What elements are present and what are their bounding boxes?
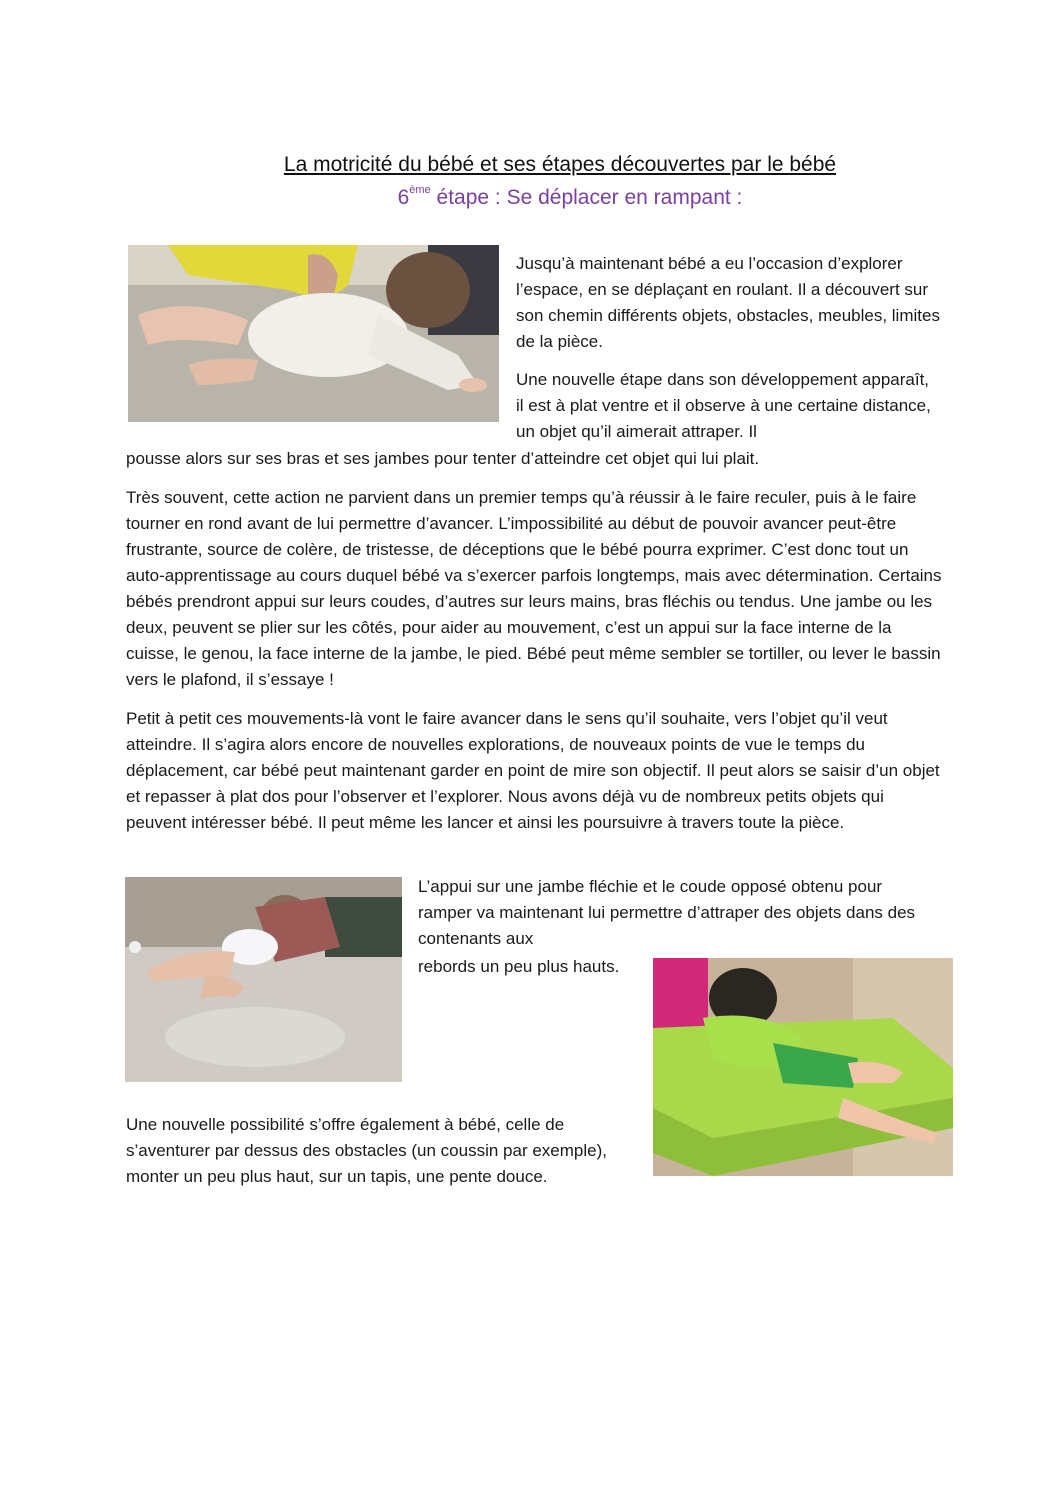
subtitle-text: étape : Se déplacer en rampant : bbox=[430, 186, 743, 209]
paragraph-intro: Jusqu’à maintenant bébé a eu l’occasion d’explorer l’espace, en se déplaçant en roulant. Il a découvert sur son chemin différents objets, obstacles, meubles, limites de la pièce. bbox=[516, 254, 940, 351]
paragraph-obstacles: Une nouvelle possibilité s’offre également à bébé, celle de s’aventurer par dessus des obstacles (un coussin par exemple), monter un peu plus haut, sur un tapis, une pente douce. bbox=[126, 1115, 607, 1186]
subtitle-superscript: ème bbox=[409, 184, 431, 196]
paragraph-new-stage: Une nouvelle étape dans son développement apparaît, il est à plat ventre et il observe à une certaine distance, un objet qu’il aimerait attraper. Il bbox=[516, 370, 931, 441]
photo-baby-crawling-floor-image bbox=[128, 245, 499, 422]
document-title: La motricité du bébé et ses étapes découvertes par le bébé bbox=[283, 153, 837, 176]
photo-baby-crawling-floor bbox=[128, 245, 499, 422]
paragraph-learning: Très souvent, cette action ne parvient dans un premier temps qu’à réussir à le faire reculer, puis à le faire tourner en rond avant de lui permettre d’avancer. L’impossibilité au début de pouvoir avancer peut-être frustrante, source de colère, de tristesse, de déceptions que le bébé pourra exprimer. C’est donc tout un auto-apprentissage au cours duquel bébé va s’exercer parfois longtemps, mais avec détermination. Certains bébés prendront appui sur leurs coudes, d’autres sur leurs mains, bras fléchis ou tendus. Une jambe ou les deux, peuvent se plier sur les côtés, pour aider au mouvement, c’est un appui sur la face interne de la cuisse, le genou, la face interne de la jambe, le pied. Bébé peut même sembler se tortiller, ou lever le bassin vers le plafond, il s’essaye ! bbox=[126, 488, 942, 689]
paragraph-bent-leg: L’appui sur une jambe fléchie et le coude opposé obtenu pour ramper va maintenant lui permettre d’attraper des objets dans des contenants aux bbox=[418, 877, 916, 948]
photo-baby-green-mat bbox=[653, 958, 953, 1176]
paragraph-bent-leg-continued: rebords un peu plus hauts. bbox=[418, 957, 620, 976]
paragraph-new-stage-continued: pousse alors sur ses bras et ses jambes pour tenter d’atteindre cet objet qui lui plait. bbox=[126, 449, 760, 468]
photo-baby-green-mat-image bbox=[653, 958, 953, 1176]
photo-baby-reaching-container bbox=[125, 877, 402, 1082]
paragraph-progress: Petit à petit ces mouvements-là vont le faire avancer dans le sens qu’il souhaite, vers l’objet qu’il veut atteindre. Il s’agira alors encore de nouvelles explorations, de nouveaux points de vue le temps du déplacement, car bébé peut maintenant garder en point de mire son objectif. Il peut alors se saisir d’un objet et repasser à plat dos pour l’observer et l’explorer. Nous avons déjà vu de nombreux petits objets qui peuvent intéresser bébé. Il peut même les lancer et ainsi les poursuivre à travers toute la pièce. bbox=[126, 709, 940, 832]
subtitle-number: 6 bbox=[397, 186, 410, 209]
photo-baby-reaching-container-image bbox=[125, 877, 402, 1082]
section-subtitle bbox=[0, 186, 1060, 210]
